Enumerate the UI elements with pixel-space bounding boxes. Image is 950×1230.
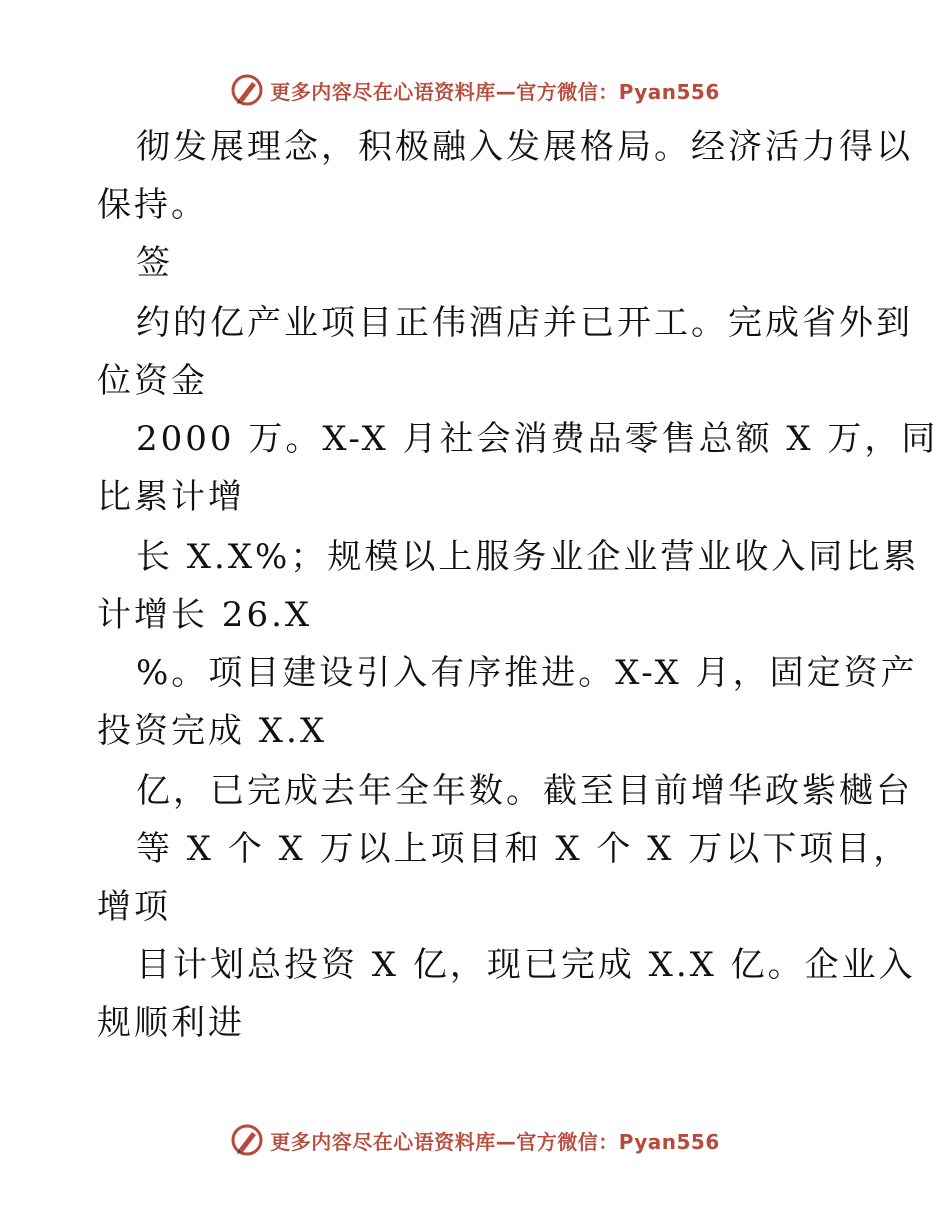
text-line: 目计划总投资 X 亿，现已完成 X.X 亿。企业入 <box>136 945 916 985</box>
text-line: %。项目建设引入有序推进。X-X 月，固定资产 <box>136 653 918 693</box>
text-line: 等 X 个 X 万以上项目和 X 个 X 万以下项目， <box>136 829 911 869</box>
text-line: 投资完成 X.X <box>97 711 328 751</box>
text-line: 规顺利进 <box>97 1003 245 1043</box>
text-line: 位资金 <box>97 361 208 401</box>
text-line: 彻发展理念，积极融入发展格局。经济活力得以 <box>136 127 913 167</box>
text-line: 约的亿产业项目正伟酒店并已开工。完成省外到 <box>136 303 913 343</box>
text-line: 比累计增 <box>97 477 245 517</box>
text-line: 保持。 <box>97 185 208 225</box>
footer-banner-text: 更多内容尽在心语资料库—官方微信：Pyan556 <box>270 1129 720 1154</box>
text-line: 增项 <box>97 887 171 927</box>
pen-logo-icon <box>230 1123 264 1157</box>
text-line: 签 <box>136 243 173 283</box>
text-line: 计增长 26.X <box>97 595 313 635</box>
text-line: 长 X.X%；规模以上服务业企业营业收入同比累 <box>136 537 920 577</box>
text-line: 2000 万。X-X 月社会消费品零售总额 X 万，同 <box>136 419 939 459</box>
header-banner-text: 更多内容尽在心语资料库—官方微信：Pyan556 <box>270 79 720 104</box>
text-line: 亿，已完成去年全年数。截至目前增华政紫樾台 <box>136 771 913 811</box>
footer-banner <box>0 1120 950 1160</box>
